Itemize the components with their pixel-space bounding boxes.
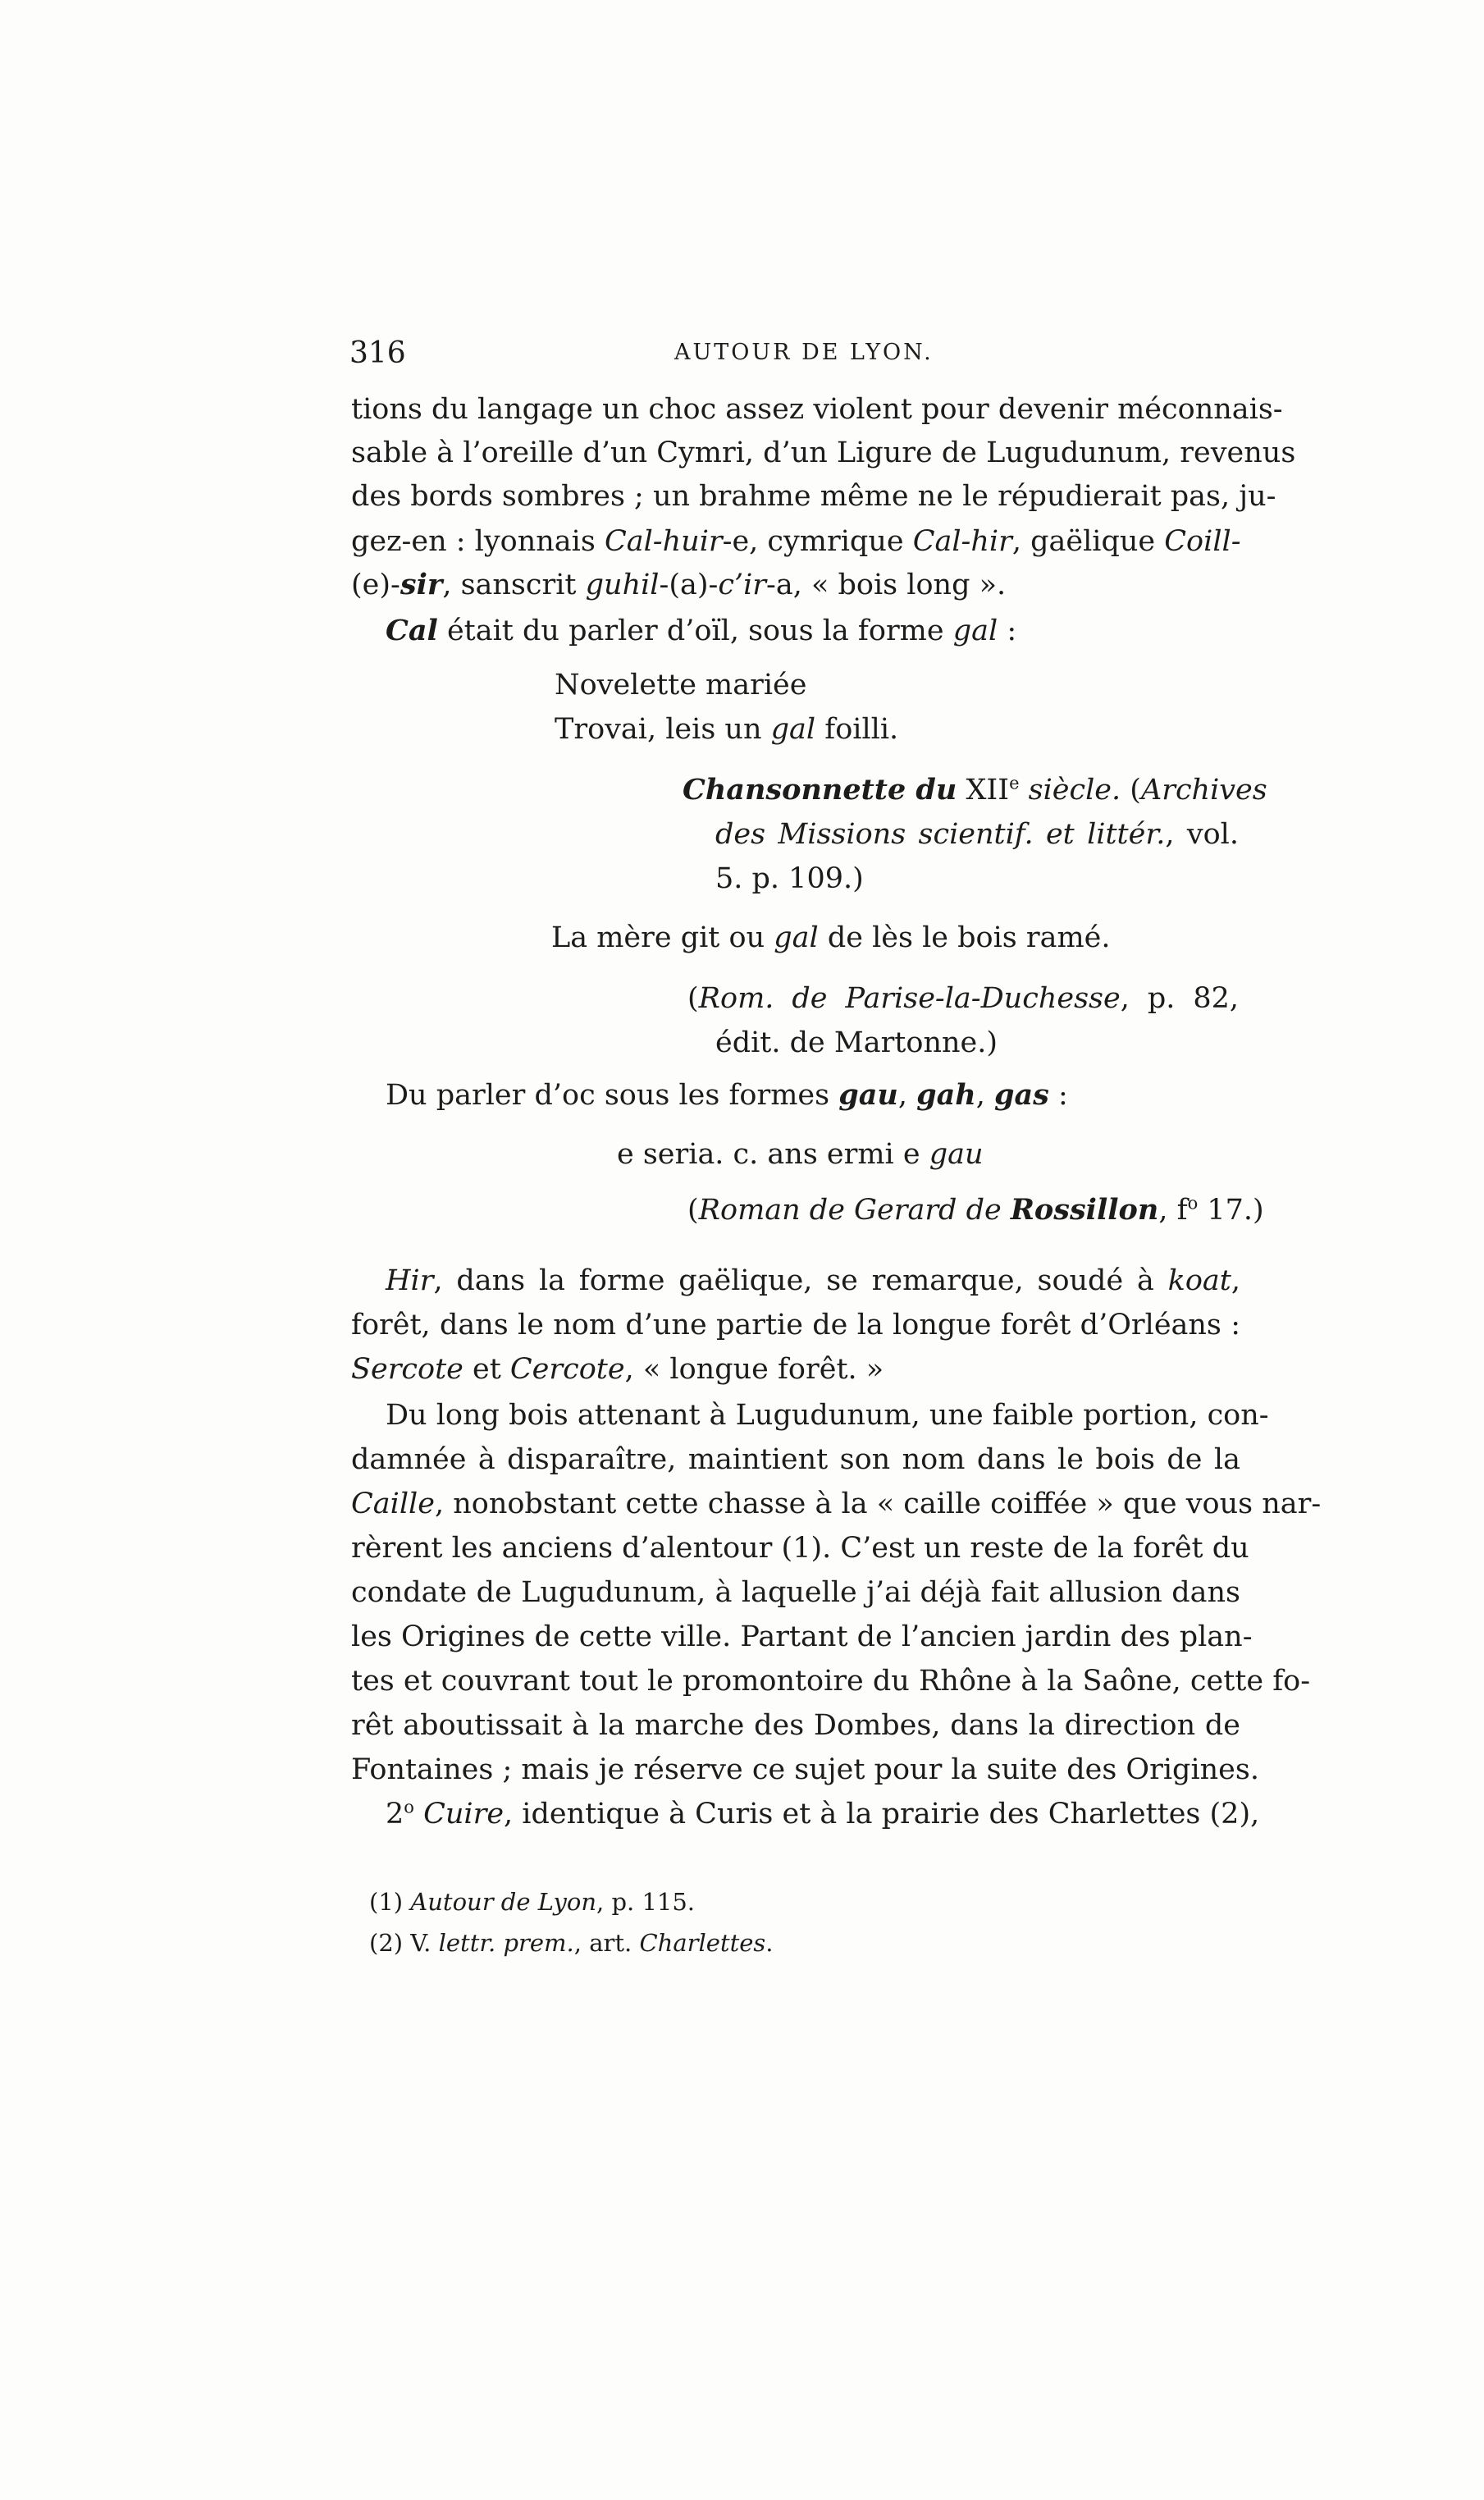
citation-line: édit. de Martonne.)	[715, 1026, 998, 1059]
citation-line: 5. p. 109.)	[715, 862, 864, 895]
text-line: Du parler d’oc sous les formes gau, gah, gas :	[386, 1078, 1068, 1112]
text-line: 2$^o$ Cuire, identique à Curis et à la prairie des Charlettes (2),	[386, 1797, 1260, 1830]
text-line: rèrent les anciens d’alentour (1). C’est un reste de la forêt du	[351, 1532, 1249, 1565]
citation-line: Chansonnette du XIIe siècle. (Archives	[683, 773, 1267, 807]
text-line: sable à l’oreille d’un Cymri, d’un Ligure de Lugudunum, revenus	[351, 436, 1296, 469]
footnote: (2) V. lettr. prem., art. Charlettes.	[369, 1929, 774, 1957]
verse-line: Trovai, leis un gal foilli.	[555, 713, 899, 746]
footnote: (1) Autour de Lyon, p. 115.	[369, 1888, 696, 1916]
citation-line: (Rom. de Parise-la-Duchesse, p. 82,	[687, 982, 1239, 1015]
text-line: condate de Lugudunum, à laquelle j’ai déjà fait allusion dans	[351, 1576, 1240, 1609]
text-line: tions du langage un choc assez violent pour devenir méconnais-	[351, 393, 1283, 426]
text-line: Fontaines ; mais je réserve ce sujet pour la suite des Origines.	[351, 1753, 1259, 1786]
verse-line: La mère git ou gal de lès le bois ramé.	[551, 921, 1111, 954]
text-line: les Origines de cette ville. Partant de l’ancien jardin des plan-	[351, 1620, 1253, 1653]
text-line: Caille, nonobstant cette chasse à la « caille coiffée » que vous nar-	[351, 1488, 1322, 1520]
text-line: forêt, dans le nom d’une partie de la longue forêt d’Orléans :	[351, 1309, 1240, 1341]
text-line: Hir, dans la forme gaëlique, se remarque, soudé à koat,	[386, 1264, 1240, 1297]
text-line: Du long bois attenant à Lugudunum, une faible portion, con-	[386, 1399, 1269, 1432]
verse-line: e seria. c. ans ermi e gau	[617, 1138, 984, 1171]
text-line: gez-en : lyonnais Cal-huir-e, cymrique Cal-hir, gaëlique Coill-	[351, 525, 1241, 558]
text-line: (e)-sir, sanscrit guhil-(a)-c’ir-a, « bois long ».	[351, 568, 1007, 601]
text-line: rêt aboutissait à la marche des Dombes, dans la direction de	[351, 1709, 1240, 1742]
text-line: Cal était du parler d’oïl, sous la forme gal :	[386, 614, 1017, 647]
citation-line: des Missions scientif. et littér., vol.	[715, 818, 1239, 851]
text-line: Sercote et Cercote, « longue forêt. »	[351, 1353, 884, 1386]
verse-line: Novelette mariée	[555, 669, 807, 702]
running-title: AUTOUR DE LYON.	[674, 340, 934, 365]
citation-line: (Roman de Gerard de Rossillon, $f^o$ 17.)	[687, 1193, 1264, 1227]
text-line: tes et couvrant tout le promontoire du Rhône à la Saône, cette fo-	[351, 1665, 1311, 1698]
page-number: 316	[349, 336, 406, 370]
text-line: damnée à disparaître, maintient son nom dans le bois de la	[351, 1443, 1240, 1476]
text-line: des bords sombres ; un brahme même ne le répudierait pas, ju-	[351, 480, 1276, 513]
